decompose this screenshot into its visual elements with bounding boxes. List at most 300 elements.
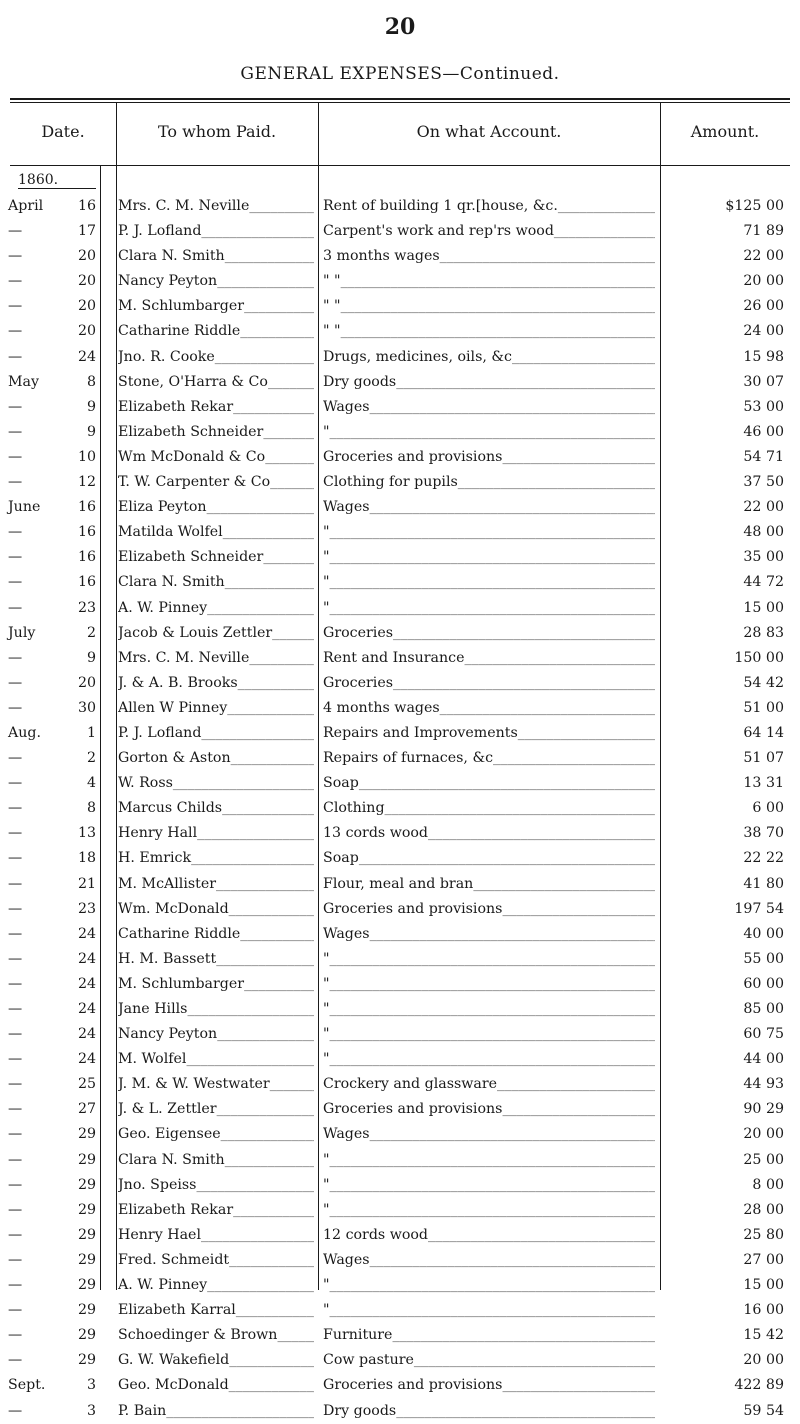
row-account: " _____ [323,947,655,972]
row-payee: Catharine Riddle _____ [118,319,314,344]
row-day: 3 [86,1377,96,1394]
table-row [0,997,800,1022]
row-month: — [8,474,23,491]
row-account: Groceries _____ [323,621,655,646]
row-day: 30 [77,699,96,716]
row-day: 25 [77,1076,96,1093]
row-day: 27 [77,1101,96,1118]
row-payee: Catharine Riddle _____ [118,922,314,947]
row-month: April [8,198,44,214]
row-day: 20 [77,248,96,265]
row-amount: 26 00 [743,298,784,315]
row-account: " _____ [323,1198,655,1223]
row-amount: 54 71 [743,448,784,465]
row-amount: 64 14 [743,724,784,741]
row-account: " _____ [323,1173,655,1198]
row-day: 24 [77,1001,96,1017]
row-month: — [8,875,23,892]
table-row [0,621,800,646]
table-row [0,972,800,997]
row-payee: Elizabeth Karral _____ [118,1298,314,1323]
row-month: — [8,323,23,340]
row-day: 24 [77,1026,96,1043]
row-amount: 13 31 [743,775,784,792]
row-payee: Wm. McDonald _____ [118,897,314,922]
row-account: 13 cords wood _____ [323,821,655,846]
row-payee: Henry Hall _____ [118,821,314,846]
row-amount: 71 89 [743,223,784,240]
row-amount: 46 00 [743,423,784,440]
row-month: — [8,1251,23,1268]
table-row [0,746,800,771]
row-payee: P. J. Lofland _____ [118,721,314,746]
row-payee: G. W. Wakefield _____ [118,1348,314,1373]
row-amount: 44 72 [743,574,784,591]
table-row [0,872,800,897]
row-account: 12 cords wood _____ [323,1223,655,1248]
row-day: 24 [77,975,96,992]
row-amount: 28 00 [743,1201,784,1218]
row-account: " _____ [323,1047,655,1072]
row-amount: 37 50 [743,474,784,491]
row-account: Groceries and provisions _____ [323,1097,655,1122]
row-amount: 38 70 [743,825,784,842]
row-month: — [8,298,23,315]
table-row [0,771,800,796]
row-amount: 44 93 [743,1076,784,1093]
row-month: — [8,1352,23,1369]
row-month: — [8,750,23,767]
row-day: 16 [77,499,96,516]
table-row [0,1148,800,1173]
row-account: " _____ [323,596,655,621]
table-row [0,470,800,495]
row-amount: 51 07 [743,750,784,767]
row-payee: P. J. Lofland _____ [118,219,314,244]
row-amount: 422 89 [734,1377,784,1394]
row-payee: Jno. R. Cooke _____ [118,345,314,370]
expense-table [0,194,800,1424]
year-label: 1860. [18,172,96,189]
row-month: — [8,925,23,942]
row-payee: Jno. Speiss _____ [118,1173,314,1198]
row-payee: Nancy Peyton _____ [118,269,314,294]
row-account: Wages _____ [323,495,655,520]
row-day: 1 [86,724,96,741]
row-amount: 48 00 [743,524,784,541]
row-day: 24 [77,950,96,967]
row-day: 29 [77,1302,96,1319]
row-month: July [8,624,36,641]
row-amount: 51 00 [743,699,784,716]
row-payee: Jane Hills _____ [118,997,314,1022]
row-month: June [8,499,41,516]
row-month: — [8,1101,23,1118]
row-payee: Henry Hael _____ [118,1223,314,1248]
row-payee: Elizabeth Rekar _____ [118,395,314,420]
row-month: Sept. [8,1377,46,1394]
row-account: Clothing _____ [323,796,655,821]
row-amount: 150 00 [734,649,784,666]
row-amount: 55 00 [743,950,784,967]
table-row [0,395,800,420]
row-amount: 28 83 [743,624,784,641]
row-month: — [8,1277,23,1294]
row-day: 24 [77,1051,96,1068]
row-amount: 15 00 [743,1277,784,1294]
table-row [0,1373,800,1398]
row-payee: M. Schlumbarger _____ [118,972,314,997]
row-day: 4 [86,775,96,792]
row-account: " _____ [323,545,655,570]
row-payee: Elizabeth Rekar _____ [118,1198,314,1223]
table-row [0,897,800,922]
row-day: 24 [77,348,96,365]
row-month: — [8,448,23,465]
row-amount: 85 00 [743,1001,784,1017]
row-month: — [8,1201,23,1218]
row-payee: Matilda Wolfel _____ [118,520,314,545]
row-payee: Elizabeth Schneider _____ [118,545,314,570]
row-month: — [8,950,23,967]
row-account: Groceries and provisions _____ [323,445,655,470]
row-day: 29 [77,1176,96,1193]
row-day: 20 [77,674,96,691]
table-row [0,821,800,846]
row-day: 18 [77,850,96,867]
table-row [0,846,800,871]
row-amount: 24 00 [743,323,784,340]
row-account: Wages _____ [323,922,655,947]
table-row [0,646,800,671]
row-account: Repairs and Improvements _____ [323,721,655,746]
row-amount: 22 00 [743,499,784,516]
row-month: — [8,423,23,440]
table-row [0,269,800,294]
row-payee: Geo. Eigensee _____ [118,1122,314,1147]
table-row [0,219,800,244]
row-month: — [8,248,23,265]
row-day: 20 [77,323,96,340]
row-month: — [8,649,23,666]
table-row [0,194,800,219]
page-number: 20 [384,14,416,40]
row-amount: 40 00 [743,925,784,942]
row-day: 9 [86,423,96,440]
row-month: May [8,373,40,390]
row-account: Furniture _____ [323,1323,655,1348]
row-amount: 90 29 [743,1101,784,1118]
table-top-rule-thin [10,102,790,103]
row-amount: 16 00 [743,1302,784,1319]
row-account: Carpent's work and rep'rs wood _____ [323,219,655,244]
row-day: 29 [77,1151,96,1168]
row-payee: Nancy Peyton _____ [118,1022,314,1047]
table-row [0,244,800,269]
row-payee: Marcus Childs _____ [118,796,314,821]
row-payee: Allen W Pinney _____ [118,696,314,721]
row-day: 3 [86,1402,96,1419]
row-day: 10 [77,448,96,465]
row-account: Crockery and glassware _____ [323,1072,655,1097]
row-account: " _____ [323,972,655,997]
row-payee: H. Emrick _____ [118,846,314,871]
table-row [0,1399,800,1424]
row-amount: 22 22 [743,850,784,867]
row-payee: M. McAllister _____ [118,872,314,897]
row-account: Soap _____ [323,846,655,871]
row-amount: 22 00 [743,248,784,265]
table-row [0,1072,800,1097]
row-amount: 8 00 [752,1176,784,1193]
row-payee: M. Wolfel _____ [118,1047,314,1072]
table-top-rule [10,98,790,100]
row-payee: Mrs. C. M. Neville _____ [118,194,314,219]
row-account: " " _____ [323,269,655,294]
row-day: 8 [86,800,96,817]
row-payee: M. Schlumbarger _____ [118,294,314,319]
row-account: Repairs of furnaces, &c _____ [323,746,655,771]
row-payee: Stone, O'Harra & Co _____ [118,370,314,395]
row-month: — [8,524,23,541]
row-day: 29 [77,1327,96,1344]
row-amount: 41 80 [743,875,784,892]
row-month: — [8,273,23,290]
row-day: 8 [86,373,96,390]
row-account: Wages _____ [323,1248,655,1273]
table-row [0,947,800,972]
row-account: " _____ [323,1273,655,1298]
row-month: — [8,599,23,616]
row-day: 29 [77,1251,96,1268]
row-day: 20 [77,273,96,290]
row-payee: Clara N. Smith _____ [118,244,314,269]
table-row [0,520,800,545]
row-month: Aug. [8,724,41,741]
row-month: — [8,975,23,992]
row-month: — [8,348,23,365]
table-row [0,370,800,395]
row-account: " " _____ [323,319,655,344]
row-amount: 6 00 [752,800,784,817]
row-amount: 197 54 [734,900,784,917]
row-account: " _____ [323,570,655,595]
row-amount: 15 42 [743,1327,784,1344]
row-day: 23 [77,599,96,616]
row-amount: 20 00 [743,1126,784,1143]
row-payee: Clara N. Smith _____ [118,1148,314,1173]
row-amount: 59 54 [743,1402,784,1419]
table-row [0,545,800,570]
row-month: — [8,1026,23,1043]
row-payee: Schoedinger & Brown _____ [118,1323,314,1348]
table-row [0,1198,800,1223]
row-payee: Fred. Schmeidt _____ [118,1248,314,1273]
row-account: Groceries _____ [323,671,655,696]
row-account: Rent of building 1 qr.[house, &c. _____ [323,194,655,219]
row-payee: W. Ross _____ [118,771,314,796]
row-day: 2 [86,750,96,767]
header-bottom-rule [10,165,790,166]
row-account: Flour, meal and bran _____ [323,872,655,897]
table-row [0,1047,800,1072]
row-payee: Clara N. Smith _____ [118,570,314,595]
row-account: " _____ [323,520,655,545]
row-amount: $125 00 [725,198,784,214]
row-month: — [8,1051,23,1068]
table-row [0,1348,800,1373]
table-row [0,1323,800,1348]
row-payee: Mrs. C. M. Neville _____ [118,646,314,671]
row-amount: 15 98 [743,348,784,365]
row-day: 23 [77,900,96,917]
row-amount: 25 00 [743,1151,784,1168]
header-amount: Amount. [690,122,760,141]
row-day: 21 [77,875,96,892]
row-month: — [8,549,23,566]
row-day: 24 [77,925,96,942]
row-day: 29 [77,1201,96,1218]
table-row [0,570,800,595]
row-amount: 20 00 [743,1352,784,1369]
table-row [0,1022,800,1047]
row-month: — [8,1001,23,1017]
row-account: " _____ [323,1022,655,1047]
row-day: 12 [77,474,96,491]
row-month: — [8,1226,23,1243]
table-row [0,1223,800,1248]
row-month: — [8,775,23,792]
row-account: " _____ [323,420,655,445]
header-account: On what Account. [416,122,562,141]
table-row [0,1273,800,1298]
row-amount: 35 00 [743,549,784,566]
table-row [0,445,800,470]
table-row [0,345,800,370]
row-day: 29 [77,1226,96,1243]
row-month: — [8,1151,23,1168]
row-day: 16 [77,524,96,541]
row-account: Dry goods _____ [323,1399,655,1424]
row-account: Drugs, medicines, oils, &c _____ [323,345,655,370]
row-month: — [8,699,23,716]
row-amount: 60 00 [743,975,784,992]
header-date: Date. [41,122,85,141]
table-row [0,796,800,821]
row-day: 17 [77,223,96,240]
row-amount: 60 75 [743,1026,784,1043]
table-row [0,721,800,746]
table-row [0,596,800,621]
table-row [0,1097,800,1122]
table-row [0,1248,800,1273]
row-day: 13 [77,825,96,842]
row-account: Cow pasture _____ [323,1348,655,1373]
row-month: — [8,1402,23,1419]
row-day: 20 [77,298,96,315]
row-month: — [8,1176,23,1193]
row-payee: Wm McDonald & Co _____ [118,445,314,470]
row-account: Groceries and provisions _____ [323,897,655,922]
row-account: " _____ [323,1148,655,1173]
row-month: — [8,574,23,591]
row-month: — [8,850,23,867]
row-day: 2 [86,624,96,641]
row-account: Wages _____ [323,1122,655,1147]
row-account: 4 months wages _____ [323,696,655,721]
row-amount: 44 00 [743,1051,784,1068]
row-month: — [8,1076,23,1093]
table-row [0,420,800,445]
row-amount: 20 00 [743,273,784,290]
row-account: " _____ [323,997,655,1022]
row-month: — [8,223,23,240]
header-payee: To whom Paid. [157,122,277,141]
row-month: — [8,1302,23,1319]
row-day: 9 [86,398,96,415]
table-row [0,495,800,520]
row-account: Soap _____ [323,771,655,796]
row-payee: Elizabeth Schneider _____ [118,420,314,445]
row-amount: 15 00 [743,599,784,616]
row-account: Dry goods _____ [323,370,655,395]
row-account: Wages _____ [323,395,655,420]
row-payee: A. W. Pinney _____ [118,596,314,621]
row-account: Groceries and provisions _____ [323,1373,655,1398]
row-month: — [8,800,23,817]
row-month: — [8,1327,23,1344]
row-payee: H. M. Bassett _____ [118,947,314,972]
row-payee: A. W. Pinney _____ [118,1273,314,1298]
row-day: 16 [77,549,96,566]
row-day: 29 [77,1126,96,1143]
row-account: " " _____ [323,294,655,319]
row-day: 29 [77,1277,96,1294]
row-month: — [8,1126,23,1143]
row-amount: 30 07 [743,373,784,390]
row-amount: 25 80 [743,1226,784,1243]
row-amount: 54 42 [743,674,784,691]
row-payee: J. M. & W. Westwater _____ [118,1072,314,1097]
row-payee: Gorton & Aston _____ [118,746,314,771]
table-row [0,294,800,319]
row-payee: Jacob & Louis Zettler _____ [118,621,314,646]
row-amount: 27 00 [743,1251,784,1268]
row-day: 16 [77,198,96,214]
table-row [0,319,800,344]
row-day: 16 [77,574,96,591]
row-account: Rent and Insurance _____ [323,646,655,671]
row-payee: T. W. Carpenter & Co _____ [118,470,314,495]
row-payee: P. Bain _____ [118,1399,314,1424]
row-day: 9 [86,649,96,666]
row-month: — [8,825,23,842]
row-amount: 53 00 [743,398,784,415]
table-row [0,922,800,947]
row-month: — [8,900,23,917]
row-payee: J. & L. Zettler _____ [118,1097,314,1122]
table-row [0,671,800,696]
table-row [0,1122,800,1147]
row-month: — [8,398,23,415]
row-payee: Eliza Peyton _____ [118,495,314,520]
row-payee: J. & A. B. Brooks _____ [118,671,314,696]
row-account: 3 months wages _____ [323,244,655,269]
row-account: " _____ [323,1298,655,1323]
table-row [0,1298,800,1323]
page-title: GENERAL EXPENSES—Continued. [240,64,560,84]
row-payee: Geo. McDonald _____ [118,1373,314,1398]
